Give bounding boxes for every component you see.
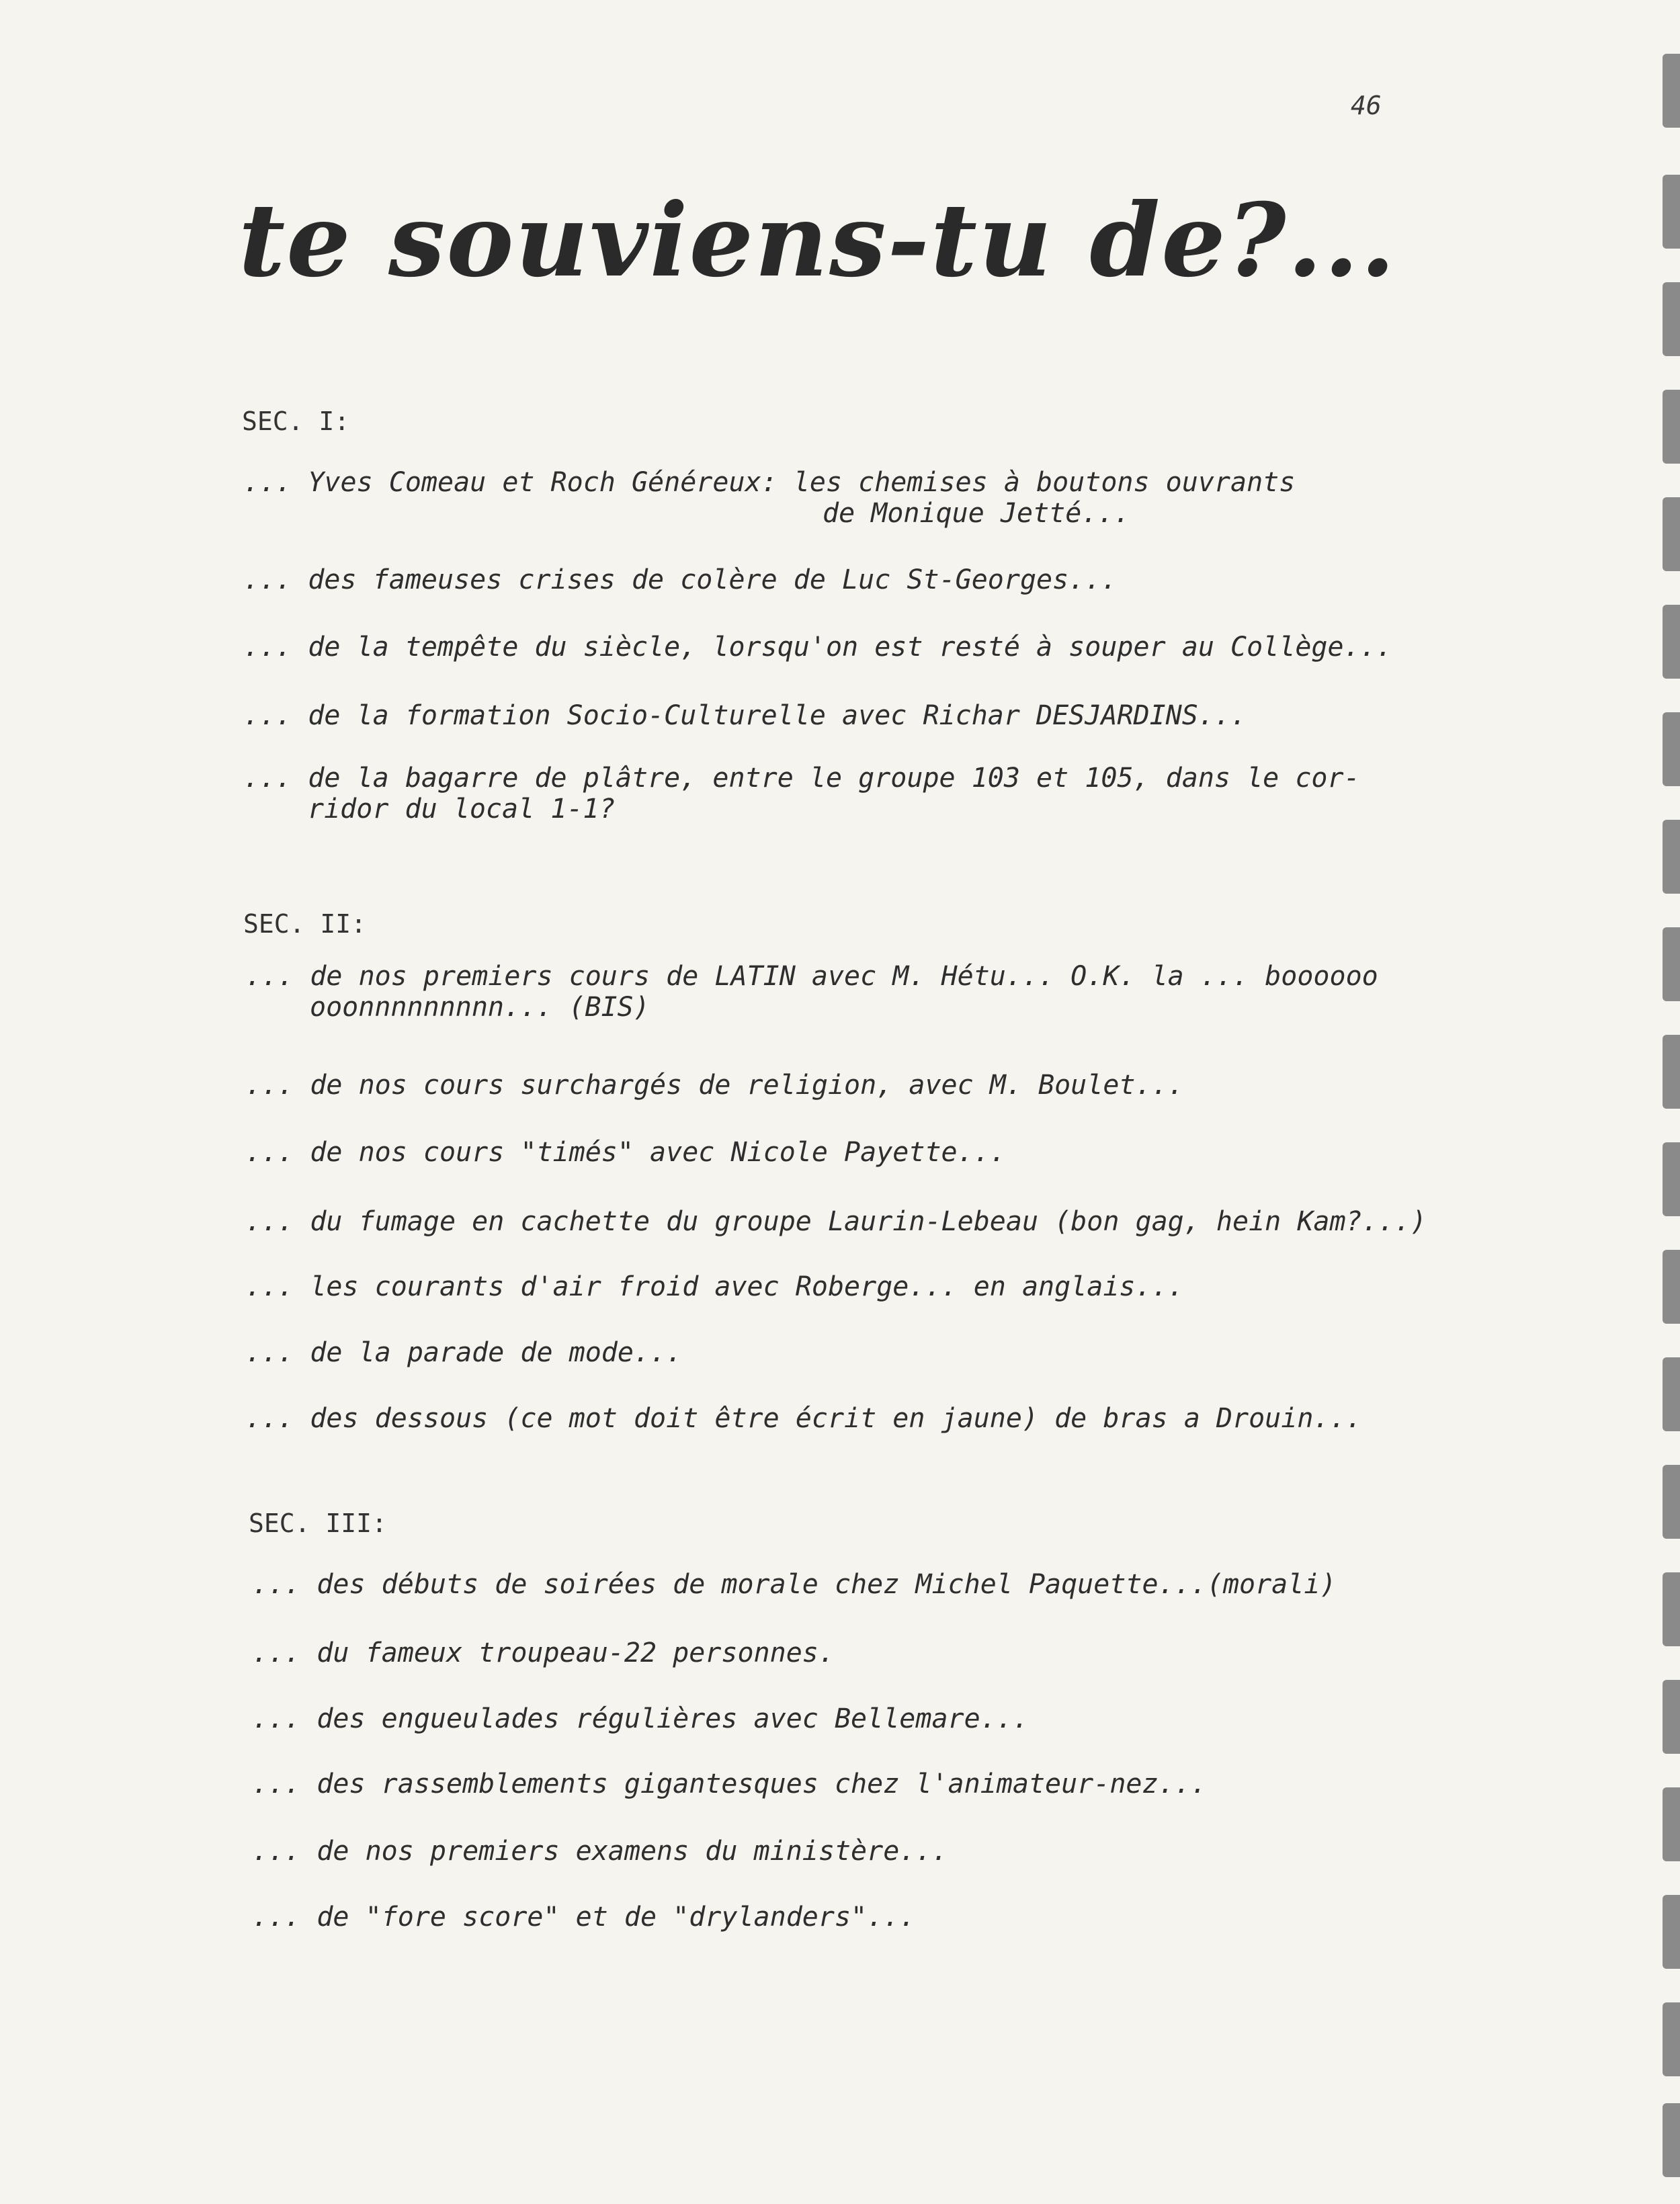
binding-hole	[1663, 2103, 1680, 2177]
list-item	[243, 467, 1295, 529]
section-heading-sec-3: SEC. III:	[249, 1509, 387, 1538]
list-item	[245, 1206, 1427, 1237]
list-item	[252, 1569, 1337, 1600]
entry-continuation: ridor du local 1-1?	[308, 794, 616, 824]
binding-hole	[1663, 1250, 1680, 1324]
section-heading-sec-1: SEC. I:	[242, 407, 350, 436]
section-heading-sec-2: SEC. II:	[243, 909, 367, 939]
list-item	[245, 1137, 1006, 1168]
binding-hole	[1663, 390, 1680, 464]
list-item	[243, 632, 1392, 663]
entry-line: ... de nos premiers cours de LATIN avec M. Hétu... O.K. la ... boooooo	[245, 961, 1378, 992]
entry-line: ... de la tempête du siècle, lorsqu'on est resté à souper au Collège...	[243, 632, 1392, 663]
binding-hole	[1663, 1680, 1680, 1754]
binding-hole	[1663, 1895, 1680, 1969]
binding-hole	[1663, 605, 1680, 679]
list-item	[243, 763, 1360, 824]
binding-hole	[1663, 282, 1680, 356]
entry-line: ... des rassemblements gigantesques chez l'animateur-nez...	[252, 1769, 1207, 1799]
page-title: te souviens-tu de?...	[239, 181, 1397, 300]
list-item	[252, 1638, 835, 1668]
page-number: 46	[1351, 91, 1382, 120]
entry-line: ... de nos premiers examens du ministère...	[252, 1836, 948, 1867]
list-item	[252, 1902, 915, 1933]
entry-line: ... de nos cours surchargés de religion, avec M. Boulet...	[245, 1070, 1184, 1101]
entry-continuation: de Monique Jetté...	[823, 498, 1130, 529]
entry-line: ... de la parade de mode...	[245, 1337, 683, 1368]
entry-line: ... des débuts de soirées de morale chez Michel Paquette...(morali)	[252, 1569, 1337, 1600]
binding-hole	[1663, 1357, 1680, 1431]
list-item	[243, 564, 1117, 595]
entry-line: ... du fumage en cachette du groupe Laurin-Lebeau (bon gag, hein Kam?...)	[245, 1206, 1427, 1237]
binding-hole	[1663, 1465, 1680, 1539]
list-item	[245, 1337, 682, 1368]
binding-hole	[1663, 820, 1680, 894]
binding-hole	[1663, 2002, 1680, 2076]
binding-hole	[1663, 1572, 1680, 1646]
binding-hole	[1663, 175, 1680, 249]
entry-line: ... du fameux troupeau-22 personnes.	[252, 1638, 835, 1668]
entry-line: ... des dessous (ce mot doit être écrit en jaune) de bras a Drouin...	[245, 1403, 1362, 1434]
list-item	[245, 961, 1378, 1023]
list-item	[245, 1403, 1362, 1434]
binding-hole	[1663, 712, 1680, 786]
entry-line: ... des fameuses crises de colère de Luc St-Georges...	[243, 564, 1118, 595]
spiral-binding	[1657, 40, 1680, 2177]
binding-hole	[1663, 54, 1680, 128]
list-item	[245, 1070, 1184, 1101]
binding-hole	[1663, 1142, 1680, 1216]
list-item	[252, 1836, 948, 1867]
list-item	[252, 1703, 1029, 1734]
list-item	[252, 1769, 1207, 1799]
entry-line: ... des engueulades régulières avec Bellemare...	[252, 1703, 1029, 1734]
binding-hole	[1663, 1035, 1680, 1109]
entry-line: ... de la formation Socio-Culturelle avec Richar DESJARDINS...	[243, 700, 1247, 731]
entry-line: ... de nos cours "timés" avec Nicole Payette...	[245, 1137, 1006, 1168]
binding-hole	[1663, 1787, 1680, 1861]
list-item	[243, 700, 1247, 731]
binding-hole	[1663, 497, 1680, 571]
entry-continuation: ooonnnnnnnnn... (BIS)	[310, 992, 650, 1023]
entry-line: ... les courants d'air froid avec Roberge... en anglais...	[245, 1271, 1184, 1302]
binding-hole	[1663, 927, 1680, 1001]
entry-line: ... Yves Comeau et Roch Généreux: les chemises à boutons ouvrants	[243, 467, 1296, 498]
entry-line: ... de "fore score" et de "drylanders"...	[252, 1902, 916, 1933]
list-item	[245, 1271, 1184, 1302]
entry-line: ... de la bagarre de plâtre, entre le groupe 103 et 105, dans le cor-	[243, 763, 1360, 794]
